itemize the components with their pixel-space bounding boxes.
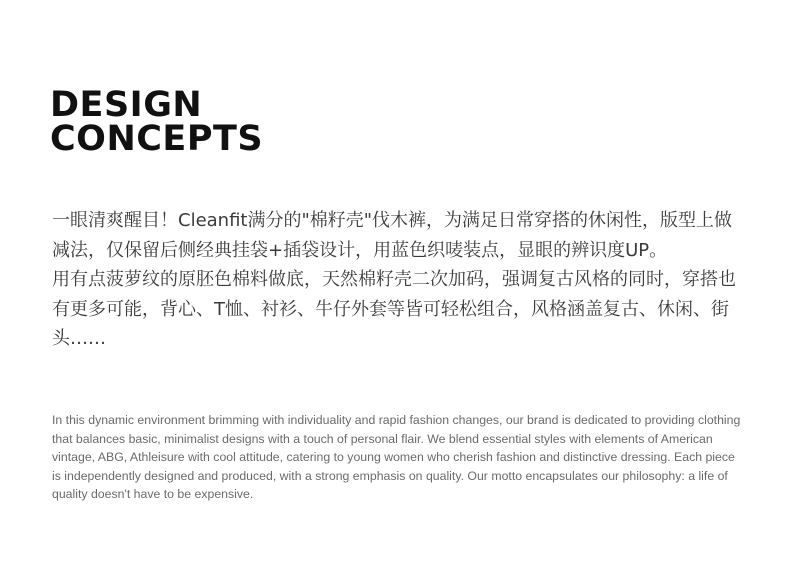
chinese-paragraph-1: 一眼清爽醒目！Cleanfit满分的"棉籽壳"伐木裤，为满足日常穿搭的休闲性，版型上做减法，仅保留后侧经典挂袋+插袋设计，用蓝色织唛装点，显眼的辨识度UP。 (52, 210, 733, 261)
heading-line-2: CONCEPTS (50, 119, 264, 159)
chinese-description (52, 206, 742, 354)
chinese-paragraph-2: 用有点菠萝纹的原胚色棉料做底，天然棉籽壳二次加码，强调复古风格的同时，穿搭也有更多可能，背心、T恤、衬衫、牛仔外套等皆可轻松组合，风格涵盖复古、休闲、街头…… (52, 269, 736, 349)
design-concepts-heading (50, 85, 264, 159)
english-description: In this dynamic environment brimming with individuality and rapid fashion changes, our brand is dedicated to providing clothing that balances basic, minimalist designs with a touch of personal flair. We blend essential styles with elements of American vintage, ABG, Athleisure with cool attitude, catering to young women who cherish fashion and distinctive dressing. Each piece is independently designed and produced, with a strong emphasis on quality. Our motto encapsulates our philosophy: a life of quality doesn't have to be expensive. (52, 413, 741, 501)
heading-line-1: DESIGN (50, 85, 203, 125)
